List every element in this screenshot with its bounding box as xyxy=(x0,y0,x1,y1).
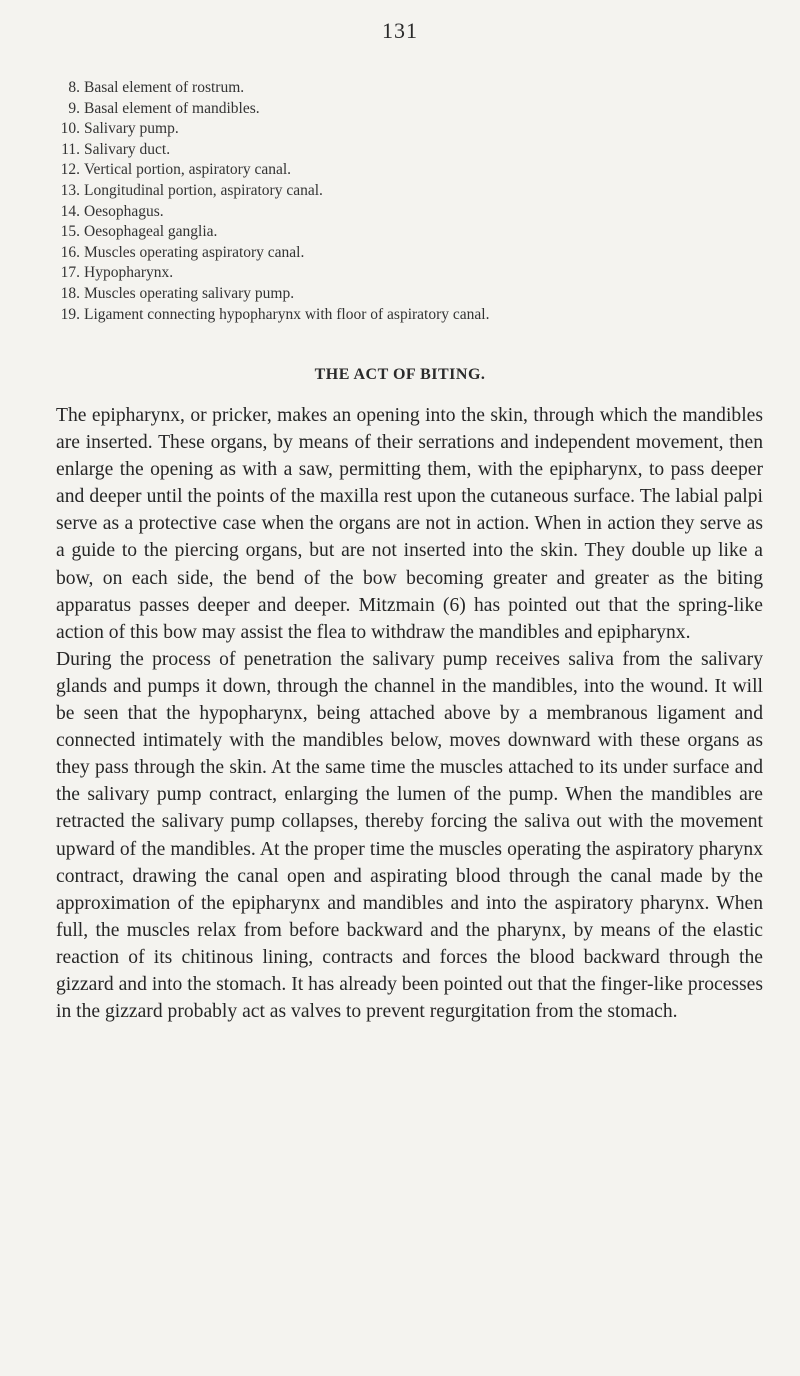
legend-text: Vertical portion, aspiratory canal. xyxy=(84,161,292,179)
legend-item xyxy=(56,202,756,223)
legend-item xyxy=(56,243,756,264)
figure-legend xyxy=(56,78,756,325)
legend-item xyxy=(56,99,756,120)
legend-text: Hypopharynx. xyxy=(84,264,174,282)
legend-number: 15. xyxy=(60,223,80,241)
legend-text: Oesophageal ganglia. xyxy=(84,223,218,241)
legend-text: Longitudinal portion, aspiratory canal. xyxy=(84,181,323,199)
legend-number: 10. xyxy=(60,120,80,138)
legend-number: 16. xyxy=(60,243,80,261)
legend-number: 9. xyxy=(68,99,80,117)
legend-number: 14. xyxy=(60,202,80,220)
legend-item xyxy=(56,140,756,161)
legend-number: 19. xyxy=(60,305,80,323)
paragraph: The epipharynx, or pricker, makes an opening into the skin, through which the mandibles are inserted. These organs, by means of their serrations and independent movement, then enlarge the opening as with a saw, permitting them, with the epipharynx, to pass deeper and deeper until the points of the maxilla rest upon the cutaneous surface. The labial palpi serve as a protective case when the organs are not in action. When in action they serve as a guide to the piercing organs, but are not inserted into the skin. They double up like a bow, on each side, the bend of the bow becoming greater and greater as the biting apparatus passes deeper and deeper. Mitzmain (6) has pointed out that the spring-like action of this bow may assist the flea to withdraw the mandibles and epipharynx. xyxy=(56,405,763,643)
legend-number: 18. xyxy=(60,284,80,302)
paragraph: During the process of penetration the salivary pump receives saliva from the salivary glands and pumps it down, through the channel in the mandibles, into the wound. It will be seen that the hypopharynx, being attached above by a membranous ligament and connected intimately with the mandibles below, moves downward with these organs as they pass through the skin. At the same time the muscles attached to its under surface and the salivary pump contract, enlarging the lumen of the pump. When the mandibles are retracted the salivary pump collapses, thereby forcing the saliva out with the movement upward of the mandibles. At the proper time the muscles operating the aspiratory pharynx contract, drawing the canal open and aspirating blood through the canal made by the approximation of the epipharynx and mandibles and into the aspiratory pharynx. When full, the muscles relax from before backward and the pharynx, by means of the elastic reaction of its chitinous lining, contracts and forces the blood backward through the gizzard and into the stomach. It has already been pointed out that the finger-like processes in the gizzard probably act as valves to prevent regurgitation from the stomach. xyxy=(56,648,763,1023)
legend-text: Ligament connecting hypopharynx with floor of aspiratory canal. xyxy=(84,305,490,323)
legend-number: 11. xyxy=(61,140,80,158)
legend-item xyxy=(56,222,756,243)
legend-item xyxy=(56,181,756,202)
legend-text: Muscles operating salivary pump. xyxy=(84,284,295,302)
page-number: 131 xyxy=(382,18,418,43)
legend-text: Salivary pump. xyxy=(84,120,179,138)
legend-number: 13. xyxy=(60,181,80,199)
legend-text: Basal element of rostrum. xyxy=(84,79,245,96)
legend-text: Basal element of mandibles. xyxy=(84,99,260,117)
legend-text: Oesophagus. xyxy=(84,202,164,220)
legend-number: 8. xyxy=(68,79,80,96)
body-text xyxy=(56,402,763,1025)
legend-number: 17. xyxy=(60,264,80,282)
legend-item xyxy=(56,284,756,305)
legend-item xyxy=(56,78,756,99)
section-heading: THE ACT OF BITING. xyxy=(314,366,486,383)
legend-text: Muscles operating aspiratory canal. xyxy=(84,243,305,261)
legend-item xyxy=(56,305,756,326)
legend-number: 12. xyxy=(60,161,80,179)
legend-text: Salivary duct. xyxy=(84,140,171,158)
legend-item xyxy=(56,119,756,140)
legend-item xyxy=(56,160,756,181)
legend-item xyxy=(56,263,756,284)
